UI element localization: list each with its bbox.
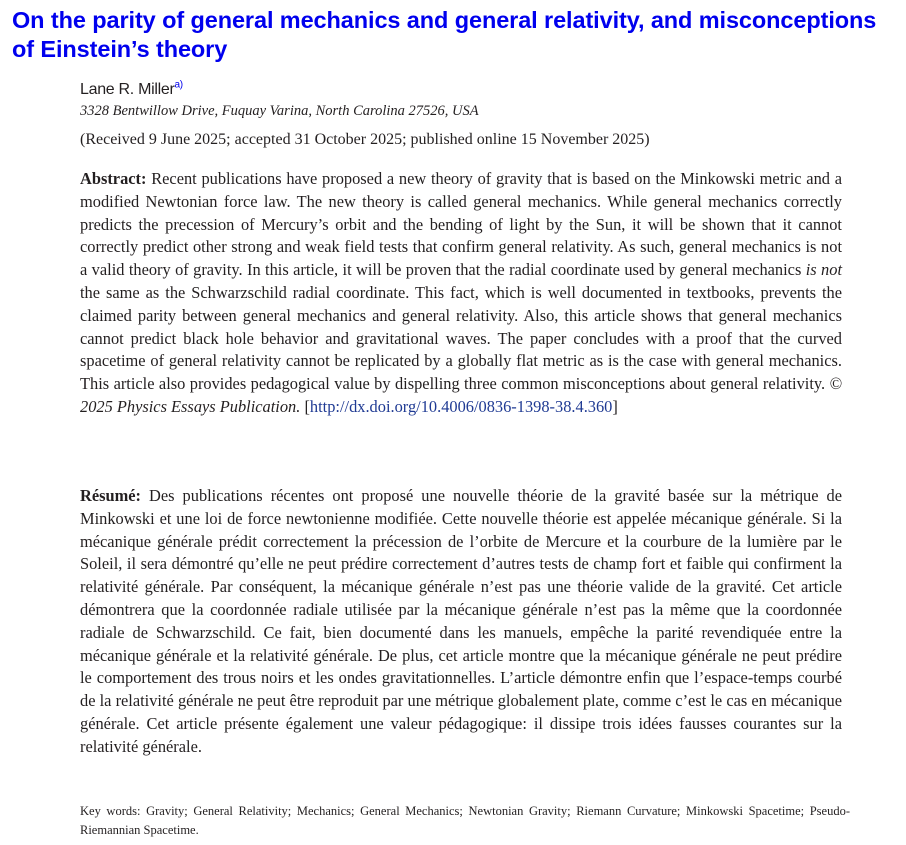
resume-label: Résumé: (80, 486, 141, 505)
doi-close-bracket: ] (612, 396, 618, 416)
abstract-paragraph (80, 168, 842, 419)
abstract-emphasis: is not (805, 260, 843, 280)
author-line (80, 81, 183, 99)
copyright-notice: © 2025 Physics Essays Publication. (80, 374, 842, 416)
publication-history: (Received 9 June 2025; accepted 31 October 2025; published online 15 November 2025) (80, 131, 650, 148)
paper-title: On the parity of general mechanics and general relativity, and misconceptions of Einstein’s theory (12, 7, 877, 62)
doi-open-bracket: [ (300, 396, 310, 416)
keywords (80, 802, 850, 840)
keywords-text: Gravity; General Relativity; Mechanics; General Mechanics; Newtonian Gravity; Riemann Curvature; Minkowski Spacetime; Pseudo-Riemannian Spacetime. (80, 804, 850, 837)
abstract-text-part1: Recent publications have proposed a new theory of gravity that is based on the Minkowski metric and a modified Newtonian force law. The new theory is called general mechanics. While general mechanics correctly predicts the precession of Mercury’s orbit and the bending of light by the Sun, it will be shown that it cannot correctly predict other strong and weak field tests that confirm general relativity. As such, general mechanics is not a valid theory of gravity. In this article, it will be proven that the radial coordinate used by general mechanics (80, 169, 842, 280)
author-address: 3328 Bentwillow Drive, Fuquay Varina, North Carolina 27526, USA (80, 103, 479, 119)
abstract-label: Abstract: (80, 169, 147, 188)
keywords-label: Key words: (80, 804, 141, 818)
resume-paragraph (80, 485, 842, 759)
affiliation-footnote-marker[interactable]: a) (174, 79, 183, 91)
resume-text: Des publications récentes ont proposé une nouvelle théorie de la gravité basée sur la métrique de Minkowski et une loi de force newtonienne modifiée. Cette nouvelle théorie est appelée mécanique générale. Si la mécanique générale prédit correctement la précession de l’orbite de Mercure et la courbure de la lumière par le Soleil, il sera démontré qu’elle ne peut prédire correctement d’autres tests de champ fort et faible qui confirment la relativité générale. Par conséquent, la mécanique générale n’est pas une théorie valide de la gravité. Cet article démontrera que la coordonnée radiale utilisée par la mécanique générale n’est pas la même que la coordonnée radiale de Schwarzschild. Ce fait, bien documenté dans les manuels, empêche la parité revendiquée entre la mécanique générale et la relativité générale. De plus, cet article montre que la mécanique générale ne peut prédire le comportement des trous noirs et les ondes gravitationnelles. L’article démontre enfin que l’espace-temps courbé de la relativité générale ne peut être reproduit par une métrique globalement plate, comme c’est le cas en mécanique générale. Cet article présente également une valeur pédagogique: il dissipe trois idées fausses courantes sur la relativité générale. (80, 486, 842, 756)
doi-link[interactable]: http://dx.doi.org/10.4006/0836-1398-38.4.360 (309, 396, 613, 416)
abstract-text-part2: the same as the Schwarzschild radial coordinate. This fact, which is well documented in textbooks, prevents the claimed parity between general mechanics and general relativity. Also, this article shows that general mechanics cannot predict black hole behavior and gravitational waves. The paper concludes with a proof that the curved spacetime of general relativity cannot be replicated by a globally flat metric as is the case with general mechanics. This article also provides pedagogical value by dispelling three common misconceptions about general relativity. (80, 282, 842, 394)
author-name: Lane R. Miller (80, 81, 175, 98)
